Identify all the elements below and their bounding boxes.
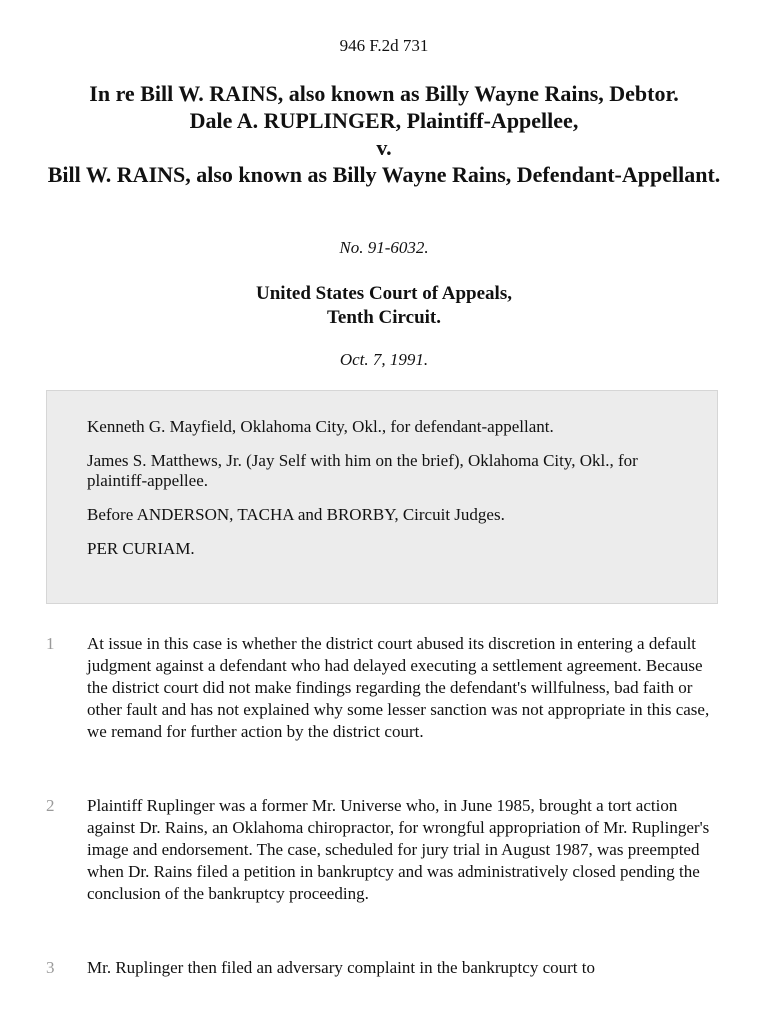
paragraph-text: At issue in this case is whether the district court abused its discretion in entering a default judgment against a defendant who had delayed executing a settlement agreement. Because the district court did not make findings regarding the defendant's willfulness, bad faith or other fault and has not explained why some lesser sanction was not appropriate in this case, we remand for further action by the district court. — [87, 634, 710, 741]
caption-plaintiff-line: Dale A. RUPLINGER, Plaintiff-Appellee, — [189, 108, 579, 133]
paragraph-text: Plaintiff Ruplinger was a former Mr. Universe who, in June 1985, brought a tort action against Dr. Rains, an Oklahoma chiropractor, for wrongful appropriation of Mr. Ruplinger's image and endorsement. The case, scheduled for jury trial in August 1987, was preempted when Dr. Rains filed a petition in bankruptcy and was administratively closed pending the conclusion of the bankruptcy proceeding. — [87, 796, 710, 903]
decision-date: Oct. 7, 1991. — [339, 350, 429, 369]
caption-debtor-line: In re Bill W. RAINS, also known as Billy Wayne Rains, Debtor. — [89, 81, 679, 106]
judges-panel: Before ANDERSON, TACHA and BRORBY, Circuit Judges. — [87, 505, 505, 524]
case-caption — [30, 80, 738, 188]
counsel-defendant: Kenneth G. Mayfield, Oklahoma City, Okl., for defendant-appellant. — [87, 417, 554, 436]
paragraph-number: 1 — [46, 634, 55, 653]
docket-number: No. 91-6032. — [339, 238, 429, 257]
counsel-plaintiff: James S. Matthews, Jr. (Jay Self with him on the brief), Oklahoma City, Okl., for plaintiff-appellee. — [87, 451, 638, 490]
court-name-line-2: Tenth Circuit. — [326, 307, 442, 328]
caption-versus-line: v. — [376, 135, 392, 160]
caption-defendant-line: Bill W. RAINS, also known as Billy Wayne Rains, Defendant-Appellant. — [47, 162, 721, 187]
per-curiam: PER CURIAM. — [87, 539, 195, 558]
paragraph-number: 3 — [46, 958, 55, 977]
court-name-line-1: United States Court of Appeals, — [256, 283, 512, 304]
preamble-box — [46, 390, 718, 604]
paragraph-number: 2 — [46, 796, 55, 815]
case-citation: 946 F.2d 731 — [339, 36, 429, 55]
paragraph-text: Mr. Ruplinger then filed an adversary complaint in the bankruptcy court to — [87, 958, 595, 977]
court-name — [0, 282, 768, 330]
